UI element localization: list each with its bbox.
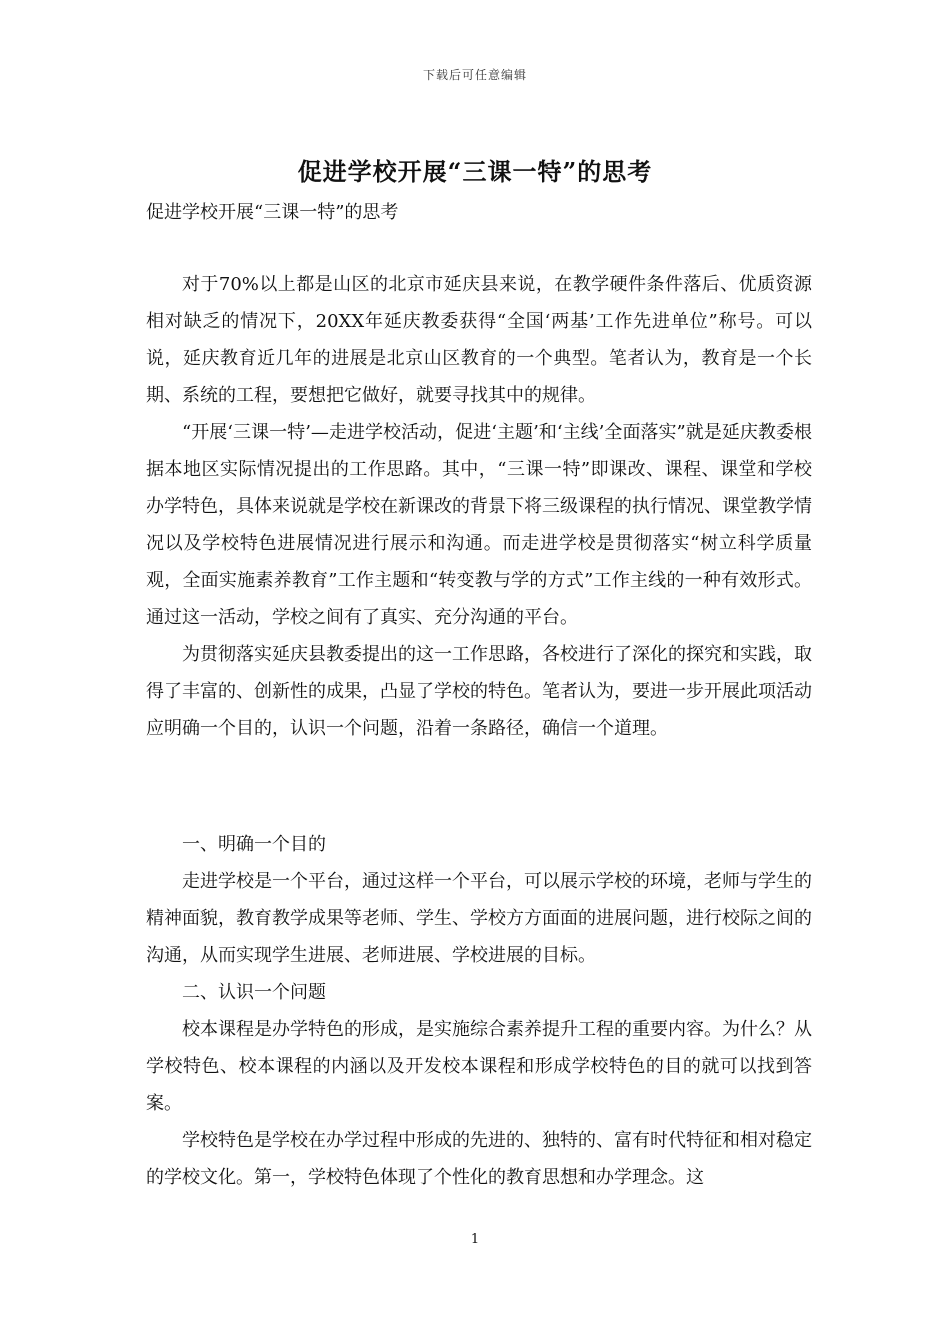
- paragraph: 为贯彻落实延庆县教委提出的这一工作思路，各校进行了深化的探究和实践，取得了丰富的、创新性的成果，凸显了学校的特色。笔者认为，要进一步开展此项活动应明确一个目的，认识一个问题，沿着一条路径，确信一个道理。: [146, 644, 812, 739]
- paragraph: 对于70%以上都是山区的北京市延庆县来说，在教学硬件条件落后、优质资源相对缺乏的情况下，20XX年延庆教委获得“全国‘两基’工作先进单位”称号。可以说，延庆教育近几年的进展是北京山区教育的一个典型。笔者认为，教育是一个长期、系统的工程，要想把它做好，就要寻找其中的规律。: [146, 274, 812, 406]
- section-heading-2: 二、认识一个问题: [182, 982, 326, 1003]
- page-number: 1: [470, 1232, 480, 1247]
- document-title: 促进学校开展“三课一特”的思考: [297, 157, 653, 186]
- section-heading-1: 一、明确一个目的: [182, 834, 326, 855]
- body-sections: [146, 826, 812, 1196]
- body-intro: [146, 266, 812, 747]
- paragraph: “开展‘三课一特’—走进学校活动，促进‘主题’和‘主线’全面落实”就是延庆教委根据本地区实际情况提出的工作思路。其中，“三课一特”即课改、课程、课堂和学校办学特色，具体来说就是学校在新课改的背景下将三级课程的执行情况、课堂教学情况以及学校特色进展情况进行展示和沟通。而走进学校是贯彻落实“树立科学质量观，全面实施素养教育”工作主题和“转变教与学的方式”工作主线的一种有效形式。通过这一活动，学校之间有了真实、充分沟通的平台。: [146, 422, 812, 628]
- paragraph: 校本课程是办学特色的形成，是实施综合素养提升工程的重要内容。为什么？从学校特色、校本课程的内涵以及开发校本课程和形成学校特色的目的就可以找到答案。: [146, 1019, 812, 1114]
- header-note: 下载后可任意编辑: [422, 68, 527, 82]
- paragraph: 走进学校是一个平台，通过这样一个平台，可以展示学校的环境，老师与学生的精神面貌，教育教学成果等老师、学生、学校方方面面的进展问题，进行校际之间的沟通，从而实现学生进展、老师进展、学校进展的目标。: [146, 871, 812, 966]
- document-subtitle: 促进学校开展“三课一特”的思考: [146, 202, 399, 223]
- paragraph: 学校特色是学校在办学过程中形成的先进的、独特的、富有时代特征和相对稳定的学校文化。第一，学校特色体现了个性化的教育思想和办学理念。这: [146, 1130, 812, 1188]
